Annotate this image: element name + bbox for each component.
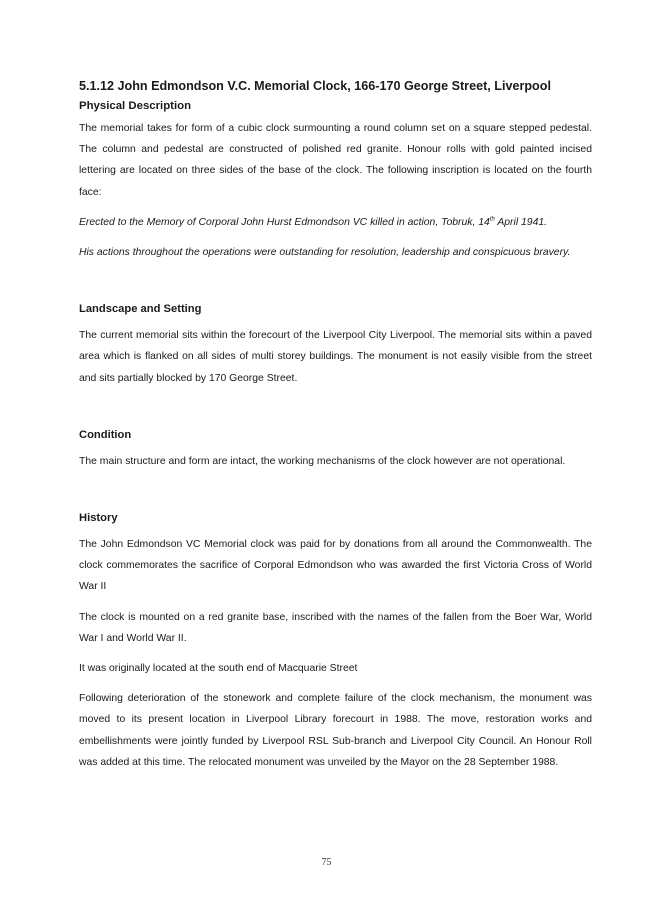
inscription-paragraph (79, 212, 592, 233)
physical-description-heading: Physical Description (79, 100, 192, 112)
page-number: 75 (321, 857, 332, 868)
section-title: 5.1.12 John Edmondson V.C. Memorial Clock, 166-170 George Street, Liverpool (79, 79, 551, 93)
inscription-text: Erected to the Memory of Corporal John Hurst Edmondson VC killed in action, Tobruk, 14 (79, 216, 490, 228)
section-spacer (79, 398, 592, 425)
inscription-date: April 1941. (494, 216, 548, 228)
section-spacer (79, 481, 592, 508)
condition-heading: Condition (79, 428, 132, 441)
condition-paragraph: The main structure and form are intact, the working mechanisms of the clock however are not operational. (79, 455, 566, 467)
history-paragraph-3: It was originally located at the south end of Macquarie Street (79, 663, 358, 675)
landscape-paragraph: The current memorial sits within the forecourt of the Liverpool City Liverpool. The memorial sits within a paved area which is flanked on all sides of multi storey buildings. The monument is not easily visible from the street and sits partially blocked by 170 George Street. (79, 330, 592, 384)
history-heading: History (79, 512, 118, 525)
history-paragraph-2: The clock is mounted on a red granite base, inscribed with the names of the fallen from the Boer War, World War I and World War II. (79, 611, 592, 644)
history-paragraph-4: Following deterioration of the stonework and complete failure of the clock mechanism, the monument was moved to its present location in Liverpool Library forecourt in 1988. The move, restoration works and embellishments were jointly funded by Liverpool RSL Sub-branch and Liverpool City Council. An Honour Roll was added at this time. The relocated monument was unveiled by the Mayor on the 28 September 1988. (79, 693, 592, 768)
section-spacer (79, 272, 592, 299)
inscription-citation-paragraph: His actions throughout the operations were outstanding for resolution, leadership and conspicuous bravery. (79, 247, 571, 259)
history-paragraph-1: The John Edmondson VC Memorial clock was paid for by donations from all around the Commonwealth. The clock commemorates the sacrifice of Corporal Edmondson who was awarded the first Victoria Cross of World War II (79, 539, 592, 593)
landscape-heading: Landscape and Setting (79, 303, 202, 316)
physical-description-paragraph: The memorial takes for form of a cubic clock surmounting a round column set on a square stepped pedestal. The column and pedestal are constructed of polished red granite. Honour rolls with gold painted incised lettering are located on three sides of the base of the clock. The following inscription is located on the fourth face: (79, 123, 592, 198)
document-page (79, 76, 592, 782)
inscription-ordinal: th (489, 216, 495, 223)
